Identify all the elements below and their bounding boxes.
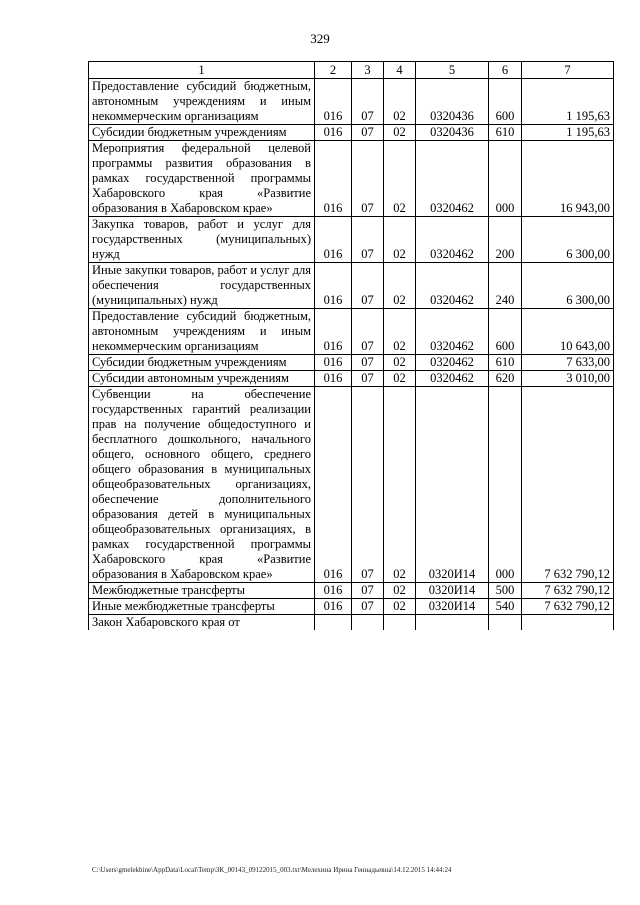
amount-cell: 3 010,00 bbox=[522, 371, 614, 387]
admin-code-cell: 016 bbox=[315, 355, 352, 371]
row-description-cell: Иные закупки товаров, работ и услуг для обеспечения государственных (муниципальных) нужд bbox=[89, 263, 315, 309]
table-row bbox=[89, 79, 614, 125]
expense-type-code-cell: 200 bbox=[489, 217, 522, 263]
section-code-cell: 07 bbox=[352, 599, 384, 615]
expense-type-code-cell: 000 bbox=[489, 141, 522, 217]
amount-cell: 7 632 790,12 bbox=[522, 583, 614, 599]
row-description-cell: Закупка товаров, работ и услуг для государственных (муниципальных) нужд bbox=[89, 217, 315, 263]
target-article-code-cell: 0320И14 bbox=[416, 583, 489, 599]
amount-cell: 6 300,00 bbox=[522, 217, 614, 263]
amount-cell: 6 300,00 bbox=[522, 263, 614, 309]
section-code-cell: 07 bbox=[352, 371, 384, 387]
header-cell: 7 bbox=[522, 62, 614, 79]
table-row bbox=[89, 387, 614, 583]
admin-code-cell: 016 bbox=[315, 599, 352, 615]
target-article-code-cell: 0320И14 bbox=[416, 387, 489, 583]
expense-type-code-cell: 240 bbox=[489, 263, 522, 309]
section-code-cell: 07 bbox=[352, 355, 384, 371]
subsection-code-cell: 02 bbox=[384, 141, 416, 217]
section-code-cell: 07 bbox=[352, 309, 384, 355]
expense-type-code-cell bbox=[489, 615, 522, 631]
row-description-cell: Мероприятия федеральной целевой программы развития образования в рамках государственной программы Хабаровского края «Развитие образования в Хабаровском крае» bbox=[89, 141, 315, 217]
expense-type-code-cell: 610 bbox=[489, 355, 522, 371]
row-description-cell: Субсидии бюджетным учреждениям bbox=[89, 355, 315, 371]
amount-cell bbox=[522, 615, 614, 631]
page-number: 329 bbox=[310, 31, 330, 46]
section-code-cell: 07 bbox=[352, 125, 384, 141]
admin-code-cell: 016 bbox=[315, 125, 352, 141]
subsection-code-cell: 02 bbox=[384, 371, 416, 387]
amount-cell: 10 643,00 bbox=[522, 309, 614, 355]
target-article-code-cell: 0320462 bbox=[416, 309, 489, 355]
row-description-cell: Субвенции на обеспечение государственных гарантий реализации прав на получение общедоступного и бесплатного дошкольного, начального общего, основного общего, среднего общего образования в муниципальных общеобразовательных организациях, обеспечение дополнительного образования детей в муниципальных общеобразовательных организациях, в рамках государственной программы Хабаровского края «Развитие образования в Хабаровском крае» bbox=[89, 387, 315, 583]
subsection-code-cell: 02 bbox=[384, 79, 416, 125]
amount-cell: 7 633,00 bbox=[522, 355, 614, 371]
table-header-row bbox=[89, 62, 614, 79]
target-article-code-cell bbox=[416, 615, 489, 631]
expense-type-code-cell: 620 bbox=[489, 371, 522, 387]
table-row bbox=[89, 125, 614, 141]
target-article-code-cell: 0320И14 bbox=[416, 599, 489, 615]
section-code-cell: 07 bbox=[352, 387, 384, 583]
subsection-code-cell: 02 bbox=[384, 599, 416, 615]
expense-type-code-cell: 600 bbox=[489, 79, 522, 125]
subsection-code-cell: 02 bbox=[384, 583, 416, 599]
expense-type-code-cell: 000 bbox=[489, 387, 522, 583]
expense-type-code-cell: 500 bbox=[489, 583, 522, 599]
amount-cell: 7 632 790,12 bbox=[522, 387, 614, 583]
target-article-code-cell: 0320462 bbox=[416, 263, 489, 309]
target-article-code-cell: 0320462 bbox=[416, 141, 489, 217]
section-code-cell: 07 bbox=[352, 263, 384, 309]
row-description-cell: Субсидии бюджетным учреждениям bbox=[89, 125, 315, 141]
table-row bbox=[89, 309, 614, 355]
amount-cell: 7 632 790,12 bbox=[522, 599, 614, 615]
subsection-code-cell: 02 bbox=[384, 217, 416, 263]
header-cell: 1 bbox=[89, 62, 315, 79]
row-description-cell: Предоставление субсидий бюджетным, автономным учреждениям и иным некоммерческим организациям bbox=[89, 309, 315, 355]
file-path-footer: C:\Users\gmelekhine\AppData\Local\Temp\ЗК_00143_09122015_003.txt\Мелехина Ирина Геннадьевна\14.12.2015 14:44:24 bbox=[92, 866, 452, 874]
subsection-code-cell: 02 bbox=[384, 125, 416, 141]
admin-code-cell: 016 bbox=[315, 387, 352, 583]
table-row bbox=[89, 583, 614, 599]
admin-code-cell: 016 bbox=[315, 583, 352, 599]
admin-code-cell bbox=[315, 615, 352, 631]
amount-cell: 1 195,63 bbox=[522, 79, 614, 125]
row-description-cell: Межбюджетные трансферты bbox=[89, 583, 315, 599]
amount-cell: 1 195,63 bbox=[522, 125, 614, 141]
admin-code-cell: 016 bbox=[315, 141, 352, 217]
subsection-code-cell bbox=[384, 615, 416, 631]
table-row bbox=[89, 355, 614, 371]
header-cell: 5 bbox=[416, 62, 489, 79]
section-code-cell: 07 bbox=[352, 217, 384, 263]
admin-code-cell: 016 bbox=[315, 371, 352, 387]
target-article-code-cell: 0320462 bbox=[416, 371, 489, 387]
header-cell: 3 bbox=[352, 62, 384, 79]
admin-code-cell: 016 bbox=[315, 309, 352, 355]
header-cell: 4 bbox=[384, 62, 416, 79]
expense-type-code-cell: 610 bbox=[489, 125, 522, 141]
table-row bbox=[89, 263, 614, 309]
admin-code-cell: 016 bbox=[315, 217, 352, 263]
subsection-code-cell: 02 bbox=[384, 309, 416, 355]
target-article-code-cell: 0320436 bbox=[416, 79, 489, 125]
subsection-code-cell: 02 bbox=[384, 355, 416, 371]
subsection-code-cell: 02 bbox=[384, 387, 416, 583]
subsection-code-cell: 02 bbox=[384, 263, 416, 309]
expense-type-code-cell: 540 bbox=[489, 599, 522, 615]
row-description-cell: Иные межбюджетные трансферты bbox=[89, 599, 315, 615]
section-code-cell: 07 bbox=[352, 583, 384, 599]
section-code-cell: 07 bbox=[352, 141, 384, 217]
row-description-cell: Закон Хабаровского края от bbox=[89, 615, 315, 631]
table-row bbox=[89, 599, 614, 615]
row-description-cell: Предоставление субсидий бюджетным, автономным учреждениям и иным некоммерческим организациям bbox=[89, 79, 315, 125]
section-code-cell: 07 bbox=[352, 79, 384, 125]
table-row bbox=[89, 615, 614, 631]
section-code-cell bbox=[352, 615, 384, 631]
admin-code-cell: 016 bbox=[315, 79, 352, 125]
target-article-code-cell: 0320436 bbox=[416, 125, 489, 141]
header-cell: 2 bbox=[315, 62, 352, 79]
budget-table bbox=[88, 61, 614, 630]
table-row bbox=[89, 371, 614, 387]
row-description-cell: Субсидии автономным учреждениям bbox=[89, 371, 315, 387]
table-row bbox=[89, 217, 614, 263]
target-article-code-cell: 0320462 bbox=[416, 217, 489, 263]
table-row bbox=[89, 141, 614, 217]
admin-code-cell: 016 bbox=[315, 263, 352, 309]
target-article-code-cell: 0320462 bbox=[416, 355, 489, 371]
expense-type-code-cell: 600 bbox=[489, 309, 522, 355]
header-cell: 6 bbox=[489, 62, 522, 79]
amount-cell: 16 943,00 bbox=[522, 141, 614, 217]
